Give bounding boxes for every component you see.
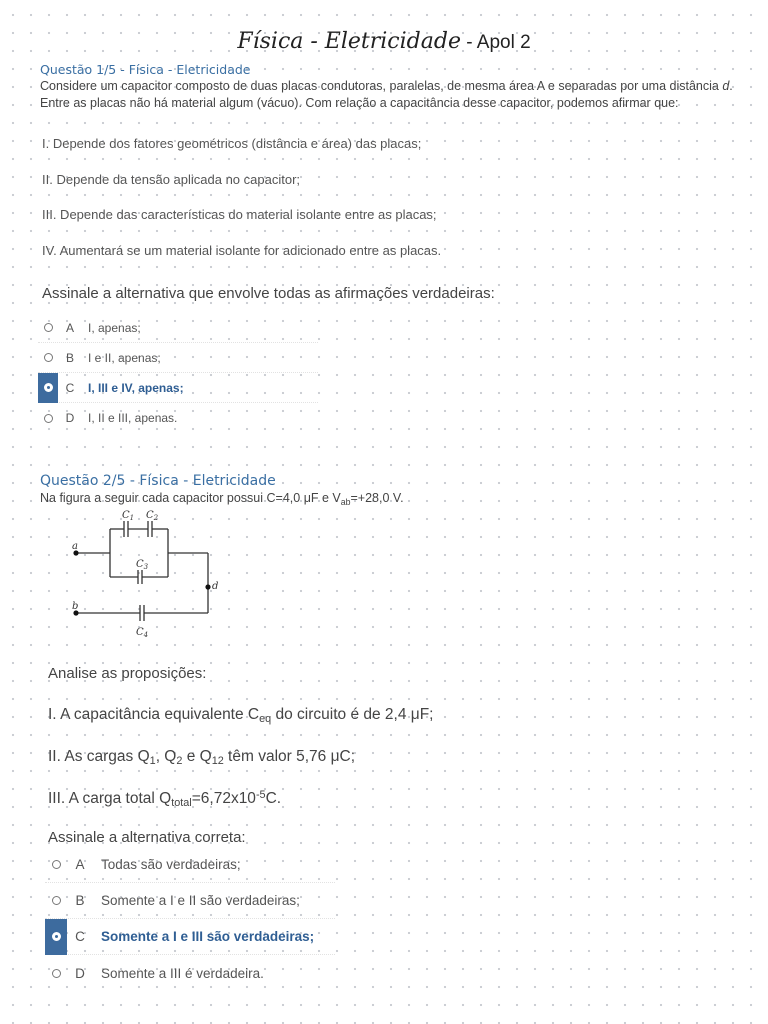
- radio-button[interactable]: [44, 414, 53, 423]
- q2-option-d[interactable]: [45, 955, 335, 991]
- q1-option-b[interactable]: [38, 343, 318, 373]
- q1-option-c-selected[interactable]: [38, 373, 318, 403]
- radio-button[interactable]: [52, 969, 61, 978]
- label-c2: $C_2$: [146, 510, 159, 522]
- option-letter: D: [75, 965, 85, 981]
- label-c1: $C_1$: [122, 510, 135, 522]
- radio-button[interactable]: [52, 860, 61, 869]
- q1-stem-d: d: [722, 79, 730, 93]
- q2-analise: Analise as proposições:: [48, 665, 207, 682]
- q2-proposition-2: II. As cargas $Q_1$, $Q_2$ e $Q_{12}$ têm valor 5,76 μC;: [48, 748, 356, 767]
- title-script: Física - Eletricidade: [237, 29, 461, 54]
- option-text: Somente a III é verdadeira.: [101, 965, 264, 981]
- radio-button-selected[interactable]: [44, 383, 53, 392]
- node-d-dot: [205, 584, 210, 589]
- q1-stem-part1: Considere um capacitor composto de duas placas condutoras, paralelas, de mesma área A e separadas por uma distância: [40, 79, 719, 93]
- q1-options: [38, 313, 318, 433]
- question-1-header: Questão 1/5 - Física - Eletricidade: [40, 62, 251, 77]
- q1-stem-part2: . Entre as placas não há material algum (vácuo). Com relação a capacitância desse capacitor, podemos afirmar que:: [40, 79, 733, 110]
- label-a: a: [72, 541, 78, 552]
- q2-option-c-selected[interactable]: [45, 919, 335, 955]
- document-title: [0, 28, 768, 54]
- q2-options: [45, 847, 335, 991]
- q1-instruction: Assinale a alternativa que envolve todas as afirmações verdadeiras:: [42, 285, 495, 302]
- radio-button[interactable]: [44, 353, 53, 362]
- q2-proposition-3: III. A carga total $Q_{total}=6,72x10^{-5}C$.: [48, 789, 282, 809]
- radio-button[interactable]: [44, 323, 53, 332]
- option-text: I, apenas;: [88, 320, 141, 335]
- option-letter: A: [75, 857, 85, 872]
- label-c3: $C_3$: [136, 559, 149, 571]
- q1-proposition-4: IV. Aumentará se um material isolante for adicionado entre as placas.: [42, 243, 442, 258]
- label-c4: $C_4$: [136, 627, 149, 639]
- label-b: b: [72, 601, 79, 612]
- q1-proposition-1: I. Depende dos fatores geométricos (distância e área) das placas;: [42, 136, 422, 151]
- option-text: Somente a I e II são verdadeiras;: [101, 893, 300, 908]
- q2-instruction: Assinale a alternativa correta:: [48, 829, 246, 846]
- option-text: Todas são verdadeiras;: [101, 857, 241, 872]
- option-letter: C: [65, 380, 75, 395]
- radio-button-selected[interactable]: [52, 932, 61, 941]
- q2-stem-part1: Na figura a seguir cada capacitor possui C=4,0 μF e V: [40, 491, 341, 505]
- capacitor-circuit-diagram: [66, 507, 226, 643]
- question-1-stem: [40, 78, 740, 112]
- title-plain: - Apol 2: [460, 32, 531, 53]
- q2-stem-part2: =+28,0 V.: [350, 491, 404, 505]
- q2-stem-sub: ab: [340, 497, 351, 507]
- option-text: I e II, apenas;: [88, 350, 161, 365]
- option-letter: C: [75, 929, 85, 944]
- q2-option-a[interactable]: [45, 847, 335, 883]
- option-letter: D: [65, 411, 75, 425]
- option-letter: B: [65, 350, 74, 365]
- radio-button[interactable]: [52, 896, 61, 905]
- q1-option-a[interactable]: [38, 313, 318, 343]
- option-text: I, III e IV, apenas;: [88, 380, 184, 395]
- label-d: d: [212, 581, 219, 592]
- q1-proposition-2: II. Depende da tensão aplicada no capacitor;: [42, 172, 301, 187]
- option-text: Somente a I e III são verdadeiras;: [101, 929, 315, 944]
- q1-proposition-3: III. Depende das características do material isolante entre as placas;: [42, 207, 437, 222]
- option-letter: A: [65, 320, 74, 335]
- q2-option-b[interactable]: [45, 883, 335, 919]
- question-2-header: Questão 2/5 - Física - Eletricidade: [40, 473, 276, 489]
- q2-proposition-1: I. A capacitância equivalente $C_{eq}$ do circuito é de 2,4 μF;: [48, 706, 434, 725]
- q1-option-d[interactable]: [38, 403, 318, 433]
- option-letter: B: [75, 893, 85, 908]
- option-text: I, II e III, apenas.: [88, 411, 178, 425]
